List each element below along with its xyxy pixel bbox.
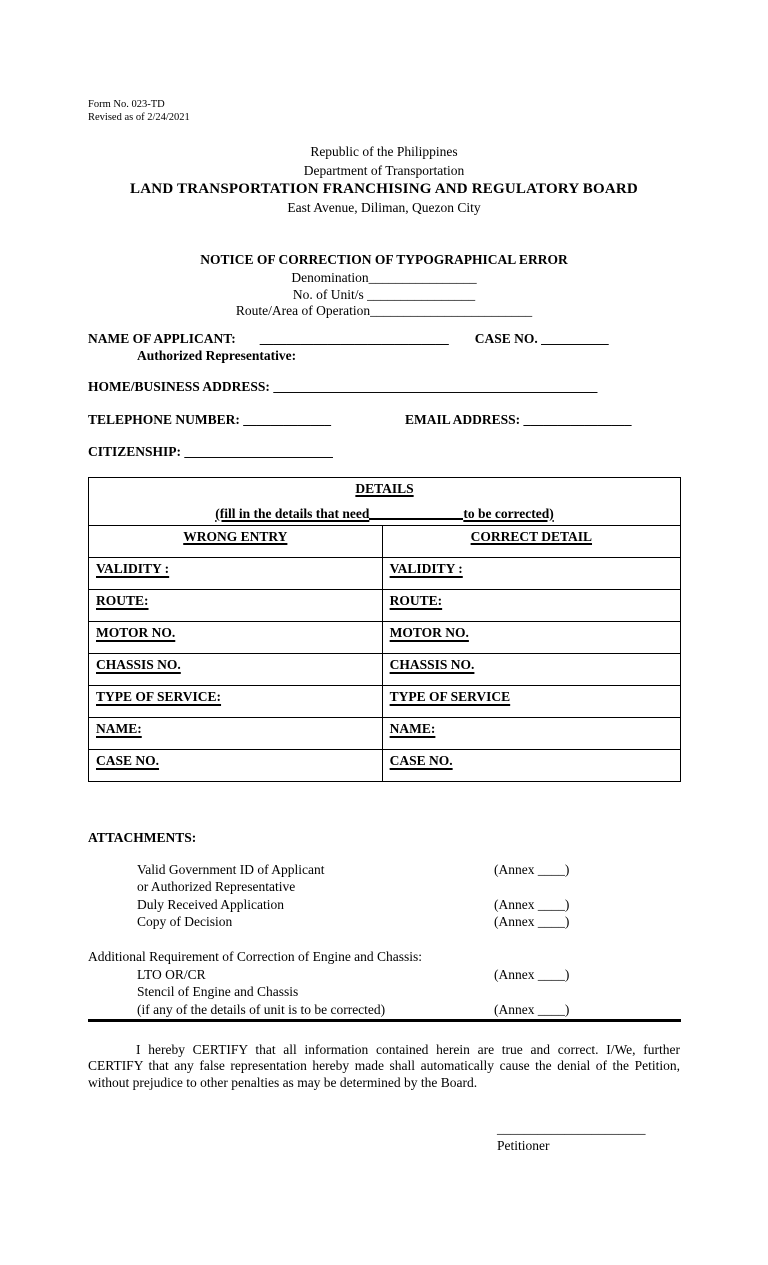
table-row-chassis-no xyxy=(89,654,681,686)
table-header-row xyxy=(89,526,681,558)
address-row xyxy=(88,379,680,395)
letterhead xyxy=(0,143,768,217)
wrong-entry-validity-cell xyxy=(89,558,383,590)
attachment-item-label: Copy of Decision xyxy=(137,914,233,930)
annex-label: (Annex ____) xyxy=(494,966,570,982)
address-label: HOME/BUSINESS ADDRESS: xyxy=(88,379,270,394)
route-label: Route/Area of Operation xyxy=(235,303,371,319)
wrong-entry-name-cell xyxy=(89,718,383,750)
wrong-motor-label: MOTOR NO. xyxy=(96,625,176,640)
telephone-label: TELEPHONE NUMBER: xyxy=(88,412,240,427)
column-header-wrong-entry-label: WRONG ENTRY xyxy=(183,529,288,544)
email-blank: ________________ xyxy=(523,412,632,427)
table-row-case-no xyxy=(89,750,681,782)
certification-paragraph: I hereby CERTIFY that all information contained herein are true and correct. I/We, further CERTIFY that any false representation hereby made shall automatically cause the denial of the Petition, without prejudice to other penalties as may be determined by the Board. xyxy=(88,1042,680,1090)
citizenship-label: CITIZENSHIP: xyxy=(88,444,182,459)
signature-line: ______________________ xyxy=(497,1121,646,1136)
correct-route-label: ROUTE: xyxy=(389,593,443,608)
correct-detail-service-cell xyxy=(382,686,680,718)
annex-label: (Annex ____) xyxy=(494,1001,570,1017)
table-row-motor-no xyxy=(89,622,681,654)
details-title: DETAILS xyxy=(355,481,414,496)
correct-detail-name-cell xyxy=(382,718,680,750)
correct-case-label: CASE NO. xyxy=(389,753,453,768)
letterhead-republic: Republic of the Philippines xyxy=(310,144,458,159)
attachments-section xyxy=(88,829,681,1022)
denomination-blank: ________________ xyxy=(368,269,477,285)
applicant-name-blank: ____________________________ xyxy=(259,331,449,346)
wrong-service-label: TYPE OF SERVICE: xyxy=(96,689,222,704)
attachment-item xyxy=(88,966,681,984)
wrong-entry-case-cell xyxy=(89,750,383,782)
wrong-validity-label: VALIDITY : xyxy=(96,561,170,576)
wrong-entry-route-cell xyxy=(89,590,383,622)
notice-title: NOTICE OF CORRECTION OF TYPOGRAPHICAL ERROR xyxy=(200,252,568,267)
wrong-entry-service-cell xyxy=(89,686,383,718)
units-field xyxy=(0,287,768,304)
telephone-blank: _____________ xyxy=(243,412,332,427)
signature-block xyxy=(497,1120,646,1154)
correct-chassis-label: CHASSIS NO. xyxy=(389,657,475,672)
telephone-email-row xyxy=(88,412,680,428)
revision-date: Revised as of 2/24/2021 xyxy=(88,112,190,124)
wrong-chassis-label: CHASSIS NO. xyxy=(96,657,181,672)
wrong-entry-chassis-cell xyxy=(89,654,383,686)
wrong-route-label: ROUTE: xyxy=(96,593,149,608)
attachment-item xyxy=(88,1001,681,1023)
citizenship-row xyxy=(88,444,680,460)
attachment-item xyxy=(88,896,681,914)
fill-instruction xyxy=(96,506,673,522)
attachments-heading: ATTACHMENTS: xyxy=(88,830,197,845)
attachment-item-label: Valid Government ID of Applicant xyxy=(137,861,325,877)
citizenship-blank: ______________________ xyxy=(184,444,333,459)
column-header-correct-detail xyxy=(382,526,680,558)
authorized-rep-label: Authorized Representative: xyxy=(137,348,297,363)
applicant-name-label: NAME OF APPLICANT: xyxy=(88,331,236,346)
attachment-item xyxy=(88,861,681,879)
details-table xyxy=(88,477,681,782)
additional-requirements-heading: Additional Requirement of Correction of Engine and Chassis: xyxy=(88,948,423,964)
fill-instruction-blank xyxy=(369,518,463,520)
wrong-case-label: CASE NO. xyxy=(96,753,160,768)
table-row-validity xyxy=(89,558,681,590)
correct-validity-label: VALIDITY : xyxy=(389,561,463,576)
petitioner-label: Petitioner xyxy=(497,1138,550,1153)
attachment-item-label: (if any of the details of unit is to be corrected) xyxy=(137,1001,386,1017)
attachment-item-label: LTO OR/CR xyxy=(137,966,206,982)
route-blank: ________________________ xyxy=(370,303,533,319)
table-row-route xyxy=(89,590,681,622)
attachment-item xyxy=(88,913,681,931)
letterhead-department: Department of Transportation xyxy=(303,162,465,178)
denomination-field xyxy=(0,270,768,287)
column-header-wrong-entry xyxy=(89,526,383,558)
address-blank: ________________________________________________ xyxy=(273,379,598,394)
case-no-label: CASE NO. xyxy=(474,331,538,346)
attachment-item xyxy=(88,983,681,1001)
units-blank: ________________ xyxy=(367,286,476,302)
attachment-item-label: or Authorized Representative xyxy=(137,879,296,895)
route-field xyxy=(0,303,768,320)
table-row-type-of-service xyxy=(89,686,681,718)
letterhead-agency-name: LAND TRANSPORTATION FRANCHISING AND REGULATORY BOARD xyxy=(130,181,638,197)
fill-instruction-left: (fill in the details that need xyxy=(215,506,370,521)
annex-label: (Annex ____) xyxy=(494,896,570,912)
correct-detail-motor-cell xyxy=(382,622,680,654)
wrong-name-label: NAME: xyxy=(96,721,142,736)
email-group xyxy=(405,412,632,428)
applicant-name-row xyxy=(88,331,680,347)
wrong-entry-motor-cell xyxy=(89,622,383,654)
annex-label: (Annex ____) xyxy=(494,861,570,877)
correct-detail-case-cell xyxy=(382,750,680,782)
email-label: EMAIL ADDRESS: xyxy=(405,412,521,427)
correct-service-label: TYPE OF SERVICE xyxy=(389,689,511,704)
form-number: Form No. 023-TD xyxy=(88,99,165,110)
correct-detail-validity-cell xyxy=(382,558,680,590)
case-no-blank: __________ xyxy=(541,331,609,346)
correct-detail-chassis-cell xyxy=(382,654,680,686)
table-row-name xyxy=(89,718,681,750)
notice-block xyxy=(0,252,768,320)
details-caption-cell xyxy=(89,478,681,526)
authorized-rep-row xyxy=(88,348,680,364)
attachment-item xyxy=(88,878,681,896)
correct-motor-label: MOTOR NO. xyxy=(389,625,469,640)
form-meta xyxy=(88,98,190,124)
fill-instruction-right: to be corrected) xyxy=(463,506,554,521)
correct-name-label: NAME: xyxy=(389,721,436,736)
column-header-correct-detail-label: CORRECT DETAIL xyxy=(470,529,593,544)
correct-detail-route-cell xyxy=(382,590,680,622)
attachment-item-label: Stencil of Engine and Chassis xyxy=(137,984,299,1000)
annex-label: (Annex ____) xyxy=(494,914,570,930)
letterhead-address: East Avenue, Diliman, Quezon City xyxy=(287,199,481,215)
denomination-label: Denomination xyxy=(291,269,369,285)
units-label: No. of Unit/s xyxy=(292,286,368,302)
attachment-item-label: Duly Received Application xyxy=(137,896,284,912)
